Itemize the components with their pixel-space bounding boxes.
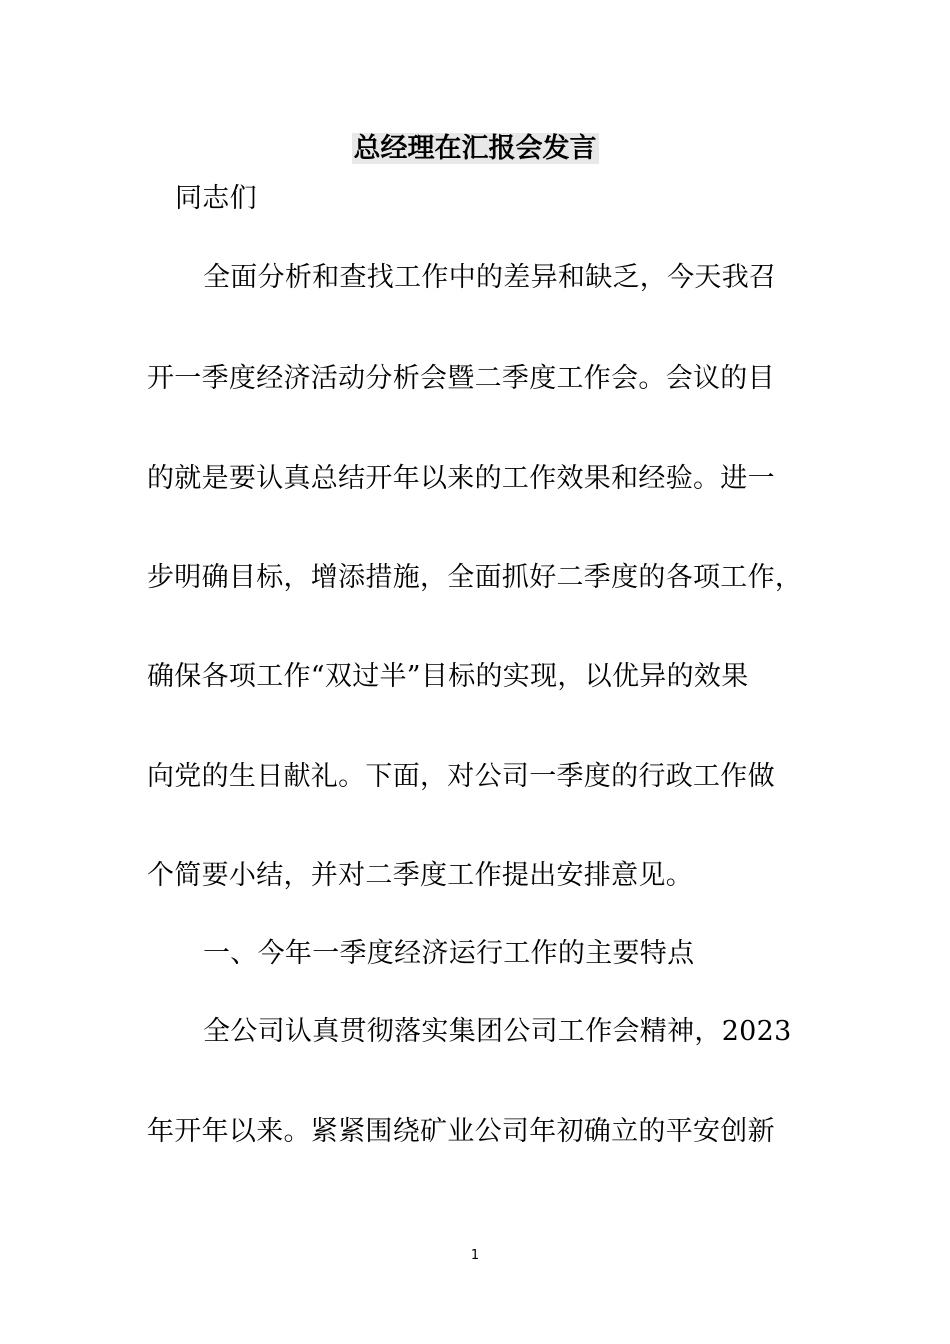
- paragraph-line: 确保各项工作“双过半”目标的实现，以优异的效果: [147, 661, 749, 692]
- paragraph-line: 全面分析和查找工作中的差异和缺乏，今天我召: [203, 262, 777, 293]
- salutation: 同志们: [175, 183, 257, 214]
- page-number: 1: [470, 1248, 480, 1263]
- document-title-text: 总经理在汇报会发言: [353, 133, 597, 164]
- paragraph-line: 的就是要认真总结开年以来的工作效果和经验。进一: [147, 463, 775, 494]
- paragraph-line: 步明确目标，增添措施，全面抓好二季度的各项工作，: [147, 562, 803, 593]
- paragraph-line: 向党的生日献礼。下面，对公司一季度的行政工作做: [147, 761, 775, 792]
- paragraph-line: 全公司认真贯彻落实集团公司工作会精神，2023: [203, 1016, 792, 1047]
- document-title: [0, 131, 950, 167]
- paragraph-line: 个简要小结，并对二季度工作提出安排意见。: [147, 860, 693, 891]
- paragraph-line: 年开年以来。紧紧围绕矿业公司年初确立的平安创新: [147, 1116, 775, 1147]
- section-heading: 一、今年一季度经济运行工作的主要特点: [203, 938, 695, 969]
- paragraph-line: 开一季度经济活动分析会暨二季度工作会。会议的目: [147, 363, 775, 394]
